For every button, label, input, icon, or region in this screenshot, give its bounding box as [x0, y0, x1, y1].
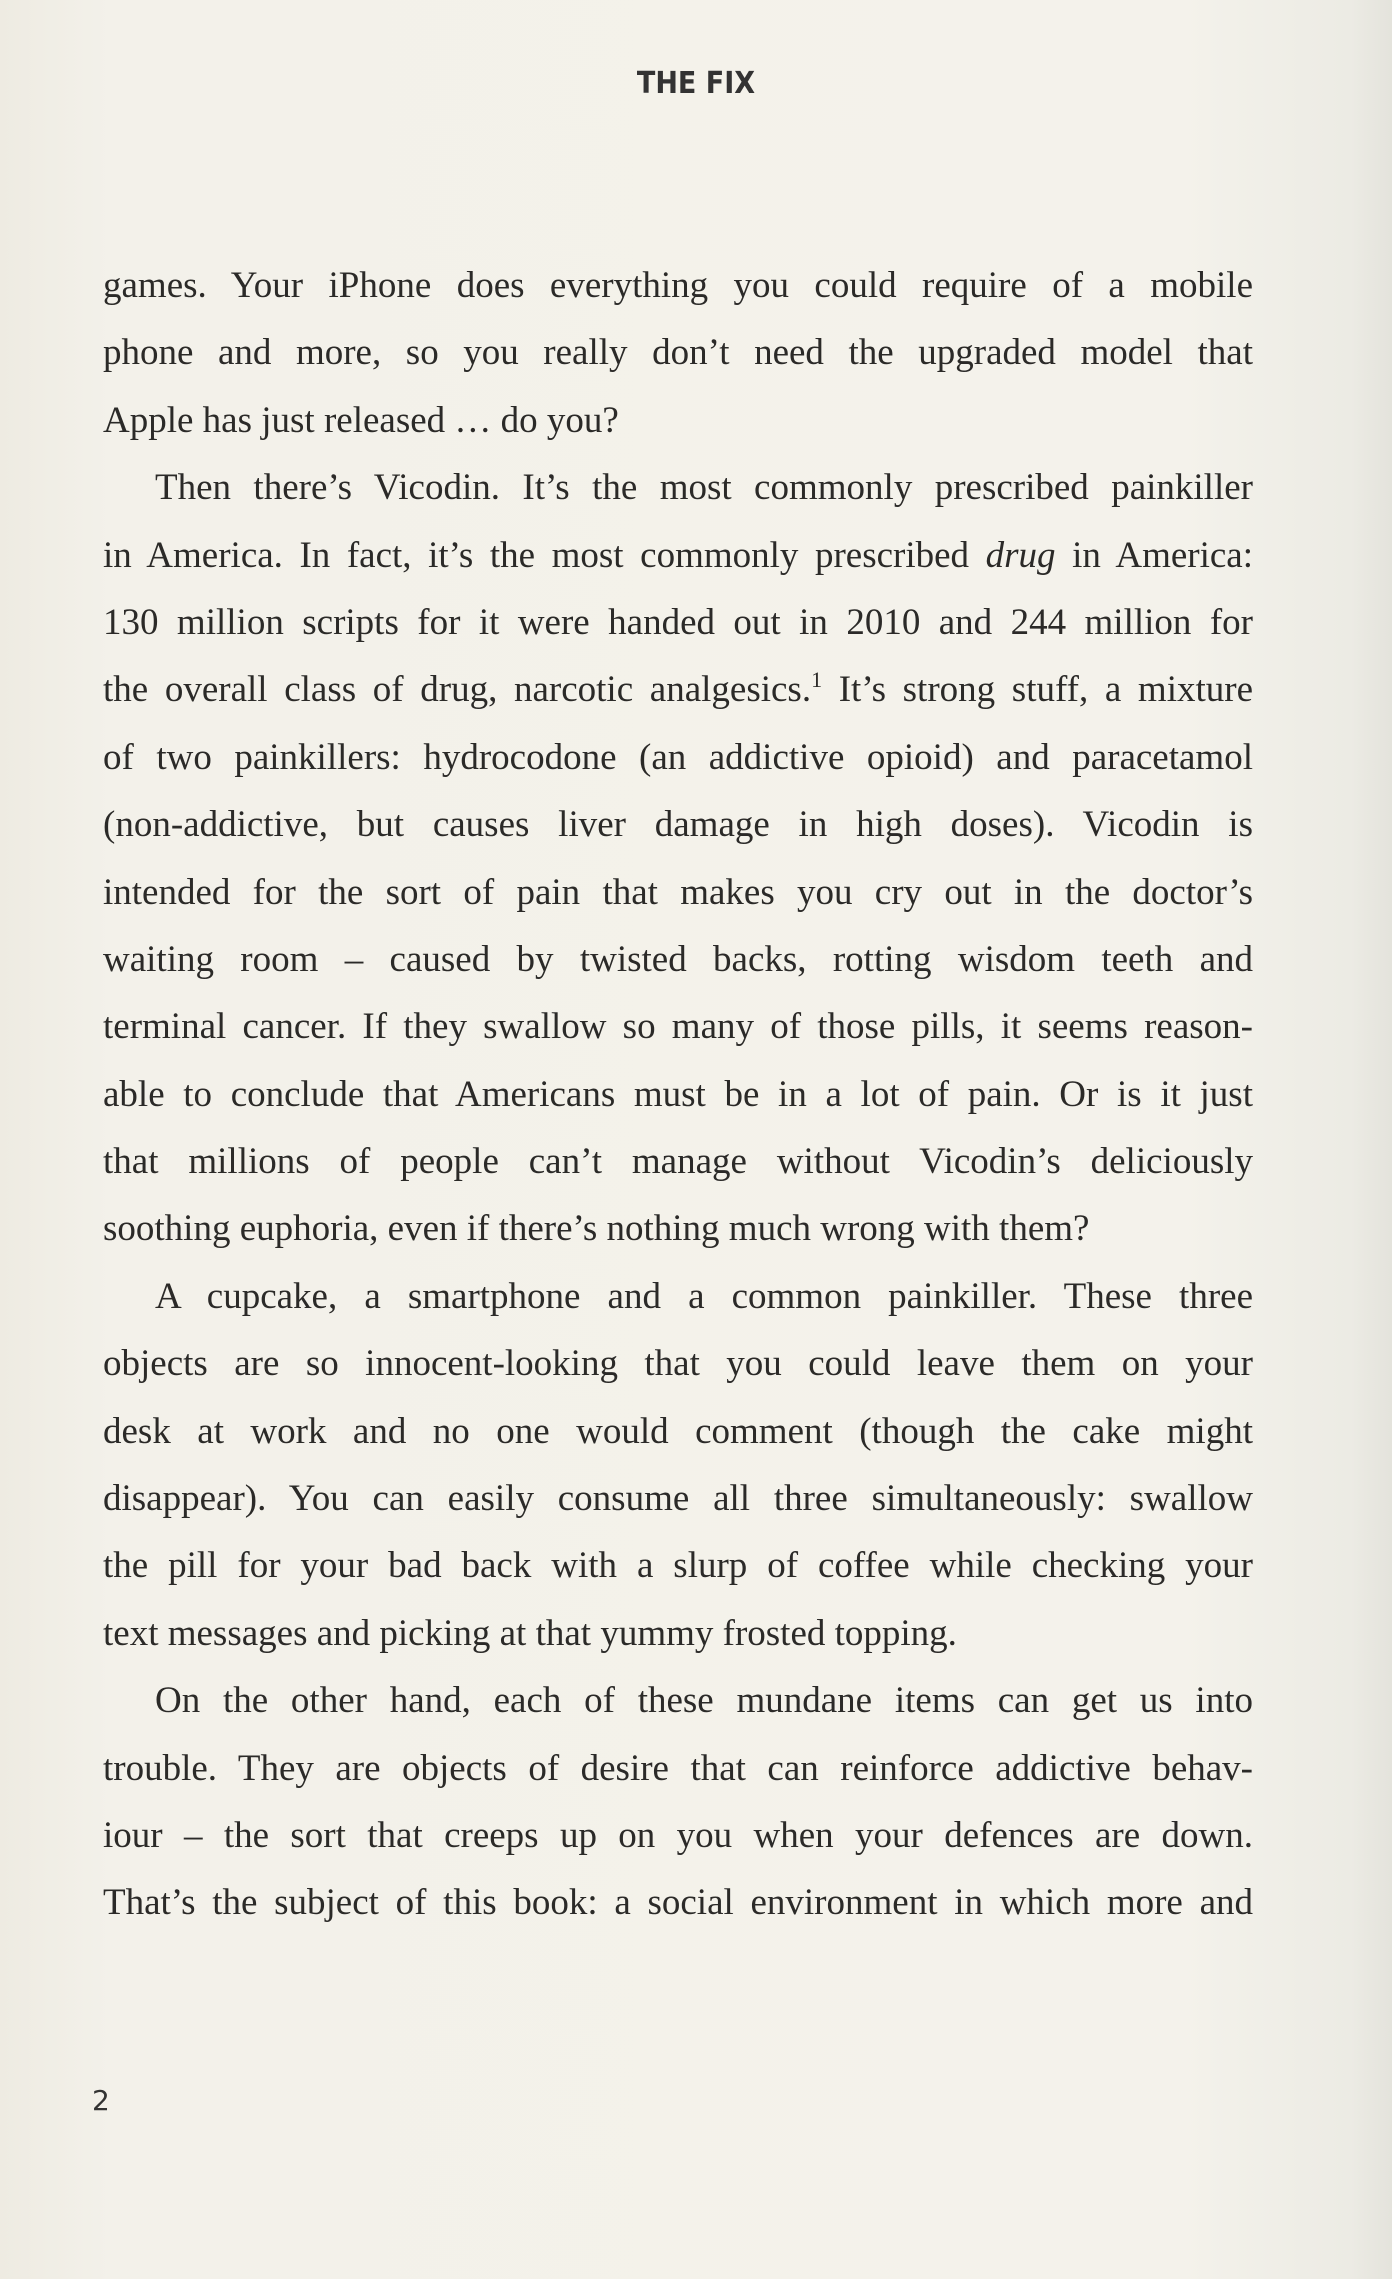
text-line	[103, 589, 1253, 656]
text-line	[103, 791, 1253, 858]
text-segment: of two painkillers: hydrocodone (an addictive opioid) and paracetamol	[103, 736, 1253, 778]
page-number: 2	[92, 2084, 110, 2117]
emphasis: drug	[985, 534, 1056, 576]
footnote-ref: 1	[811, 667, 823, 693]
text-segment: disappear). You can easily consume all three simultaneously: swallow	[103, 1478, 1253, 1520]
text-line	[103, 1061, 1253, 1128]
running-head: THE FIX	[636, 66, 756, 101]
text-segment: objects are so innocent-looking that you could leave them on your	[103, 1343, 1253, 1385]
text-segment: in America:	[1055, 534, 1254, 576]
text-line	[103, 993, 1253, 1060]
text-line	[103, 1869, 1253, 1936]
text-segment: phone and more, so you really don’t need the upgraded model that	[103, 332, 1253, 374]
body-text	[103, 252, 1253, 1937]
text-segment: That’s the subject of this book: a social environment in which more and	[103, 1882, 1253, 1924]
text-line	[103, 1667, 1253, 1734]
text-segment: able to conclude that Americans must be in a lot of pain. Or is it just	[103, 1073, 1253, 1115]
paragraph	[103, 252, 1253, 454]
text-line	[103, 1802, 1253, 1869]
text-segment: that millions of people can’t manage without Vicodin’s deliciously	[103, 1141, 1253, 1183]
text-line	[103, 724, 1253, 791]
text-segment: the overall class of drug, narcotic analgesics.	[103, 669, 812, 711]
text-segment: soothing euphoria, even if there’s nothing much wrong with them?	[103, 1208, 1090, 1250]
text-line	[103, 1398, 1253, 1465]
text-segment: terminal cancer. If they swallow so many of those pills, it seems reason-	[103, 1006, 1253, 1048]
text-segment: (non-addictive, but causes liver damage in high doses). Vicodin is	[103, 804, 1253, 846]
text-line	[103, 1330, 1253, 1397]
text-segment: Apple has just released … do you?	[103, 399, 619, 441]
text-segment: On the other hand, each of these mundane items can get us into	[155, 1680, 1253, 1722]
paragraph	[103, 1667, 1253, 1937]
text-segment: waiting room – caused by twisted backs, rotting wisdom teeth and	[103, 938, 1253, 980]
text-line	[103, 387, 1253, 454]
text-segment: iour – the sort that creeps up on you when your defences are down.	[103, 1814, 1253, 1856]
text-line	[103, 1735, 1253, 1802]
text-segment: in America. In fact, it’s the most commonly prescribed	[103, 534, 986, 576]
text-line	[103, 1195, 1253, 1262]
text-line	[103, 656, 1253, 723]
text-segment: trouble. They are objects of desire that can reinforce addictive behav-	[103, 1747, 1253, 1789]
text-segment: desk at work and no one would comment (though the cake might	[103, 1410, 1253, 1452]
paragraph	[103, 454, 1253, 1263]
text-segment: the pill for your bad back with a slurp of coffee while checking your	[103, 1545, 1253, 1587]
text-line	[103, 926, 1253, 993]
text-line	[103, 454, 1253, 521]
text-line	[103, 1600, 1253, 1667]
text-line	[103, 522, 1253, 589]
text-segment: games. Your iPhone does everything you could require of a mobile	[103, 265, 1253, 306]
text-line	[103, 252, 1253, 319]
text-segment: 130 million scripts for it were handed out in 2010 and 244 million for	[103, 601, 1253, 643]
text-line	[103, 1465, 1253, 1532]
text-segment: It’s strong stuff, a mixture	[822, 669, 1253, 711]
paragraph	[103, 1263, 1253, 1667]
text-segment: intended for the sort of pain that makes you cry out in the doctor’s	[103, 871, 1253, 913]
text-segment: text messages and picking at that yummy frosted topping.	[103, 1612, 957, 1654]
text-line	[103, 319, 1253, 386]
text-line	[103, 859, 1253, 926]
text-line	[103, 1532, 1253, 1599]
text-line	[103, 1128, 1253, 1195]
text-line	[103, 1263, 1253, 1330]
text-segment: A cupcake, a smartphone and a common painkiller. These three	[155, 1275, 1253, 1317]
text-segment: Then there’s Vicodin. It’s the most commonly prescribed painkiller	[155, 467, 1253, 509]
